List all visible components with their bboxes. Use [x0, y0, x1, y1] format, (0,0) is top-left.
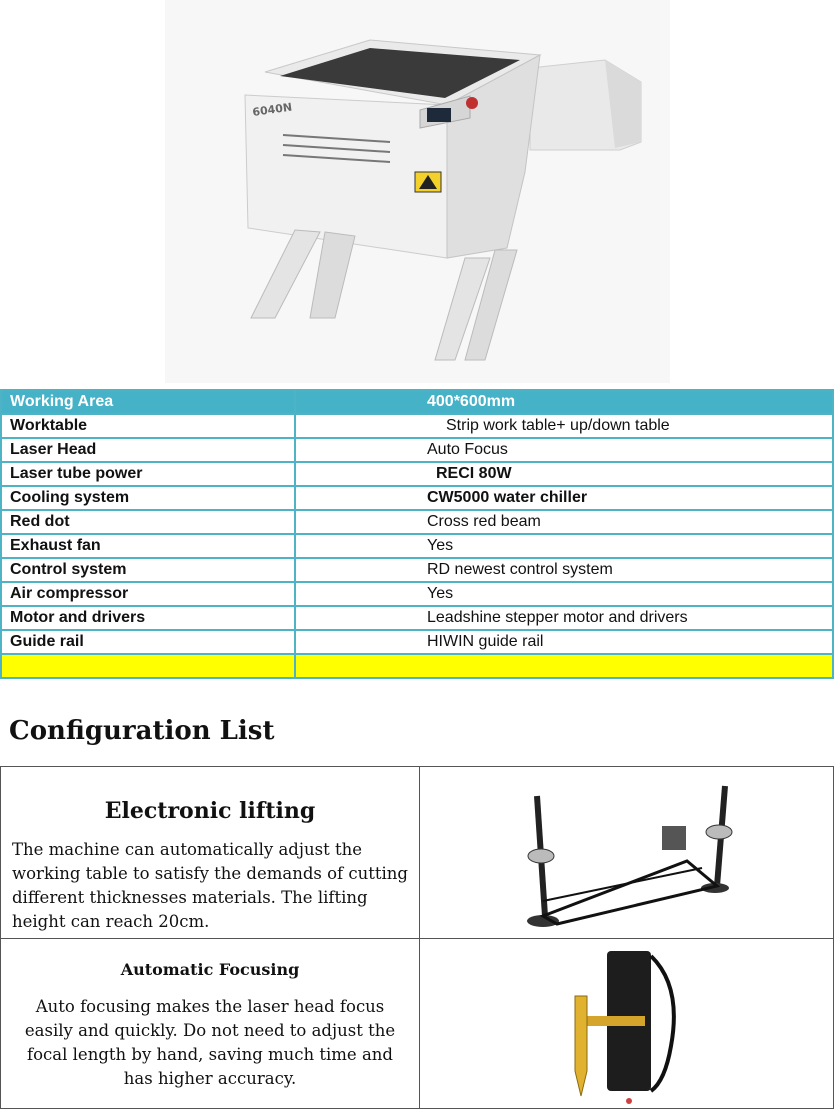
- spec-row: [1, 630, 833, 654]
- spec-row: [1, 582, 833, 606]
- spec-row: [1, 438, 833, 462]
- section-title: Configuration List: [9, 716, 275, 746]
- lifting-mechanism-image: [420, 767, 834, 939]
- spec-key: Motor and drivers: [1, 606, 295, 630]
- product-image: [165, 0, 670, 383]
- config-text-cell: [1, 767, 420, 939]
- feature-description: Auto focusing makes the laser head focus easily and quickly. Do not need to adjust the focal length by hand, saving much time and has higher accuracy.: [24, 997, 396, 1088]
- spec-key: Control system: [1, 558, 295, 582]
- laser-head-image: [420, 939, 834, 1109]
- spec-value: Strip work table+ up/down table: [295, 414, 833, 438]
- spec-key: Exhaust fan: [1, 534, 295, 558]
- spec-row: [1, 534, 833, 558]
- empty-cell: [295, 654, 833, 678]
- model-label: 6040N: [251, 100, 293, 119]
- spec-value: RECI 80W: [295, 462, 833, 486]
- spec-row: [1, 462, 833, 486]
- spec-row: [1, 558, 833, 582]
- spec-key: Air compressor: [1, 582, 295, 606]
- spec-value: Leadshine stepper motor and drivers: [295, 606, 833, 630]
- config-row: [1, 939, 834, 1109]
- spec-value: HIWIN guide rail: [295, 630, 833, 654]
- feature-heading: Automatic Focusing: [120, 960, 300, 979]
- spec-row: [1, 414, 833, 438]
- spec-row: [1, 510, 833, 534]
- spec-key: Guide rail: [1, 630, 295, 654]
- spec-value: RD newest control system: [295, 558, 833, 582]
- config-row: [1, 767, 834, 939]
- spec-value: 400*600mm: [295, 390, 833, 414]
- feature-description: The machine can automatically adjust the working table to satisfy the demands of cutting different thicknesses materials. The lifting height can reach 20cm.: [12, 840, 408, 931]
- spec-key: Worktable: [1, 414, 295, 438]
- empty-cell: [1, 654, 295, 678]
- spec-value: Cross red beam: [295, 510, 833, 534]
- config-table: [0, 766, 834, 1109]
- spec-key: Red dot: [1, 510, 295, 534]
- spec-key: Cooling system: [1, 486, 295, 510]
- spec-header-row: [1, 390, 833, 414]
- spec-value: CW5000 water chiller: [295, 486, 833, 510]
- spec-row: [1, 606, 833, 630]
- spec-value: Yes: [295, 534, 833, 558]
- spec-key: Laser tube power: [1, 462, 295, 486]
- spec-key: Working Area: [1, 390, 295, 414]
- spec-table: [0, 389, 834, 679]
- spec-empty-highlight-row: [1, 654, 833, 678]
- spec-key: Laser Head: [1, 438, 295, 462]
- spec-value: Yes: [295, 582, 833, 606]
- spec-row: [1, 486, 833, 510]
- config-text-cell: [1, 939, 420, 1109]
- feature-heading: Electronic lifting: [104, 798, 316, 824]
- spec-value: Auto Focus: [295, 438, 833, 462]
